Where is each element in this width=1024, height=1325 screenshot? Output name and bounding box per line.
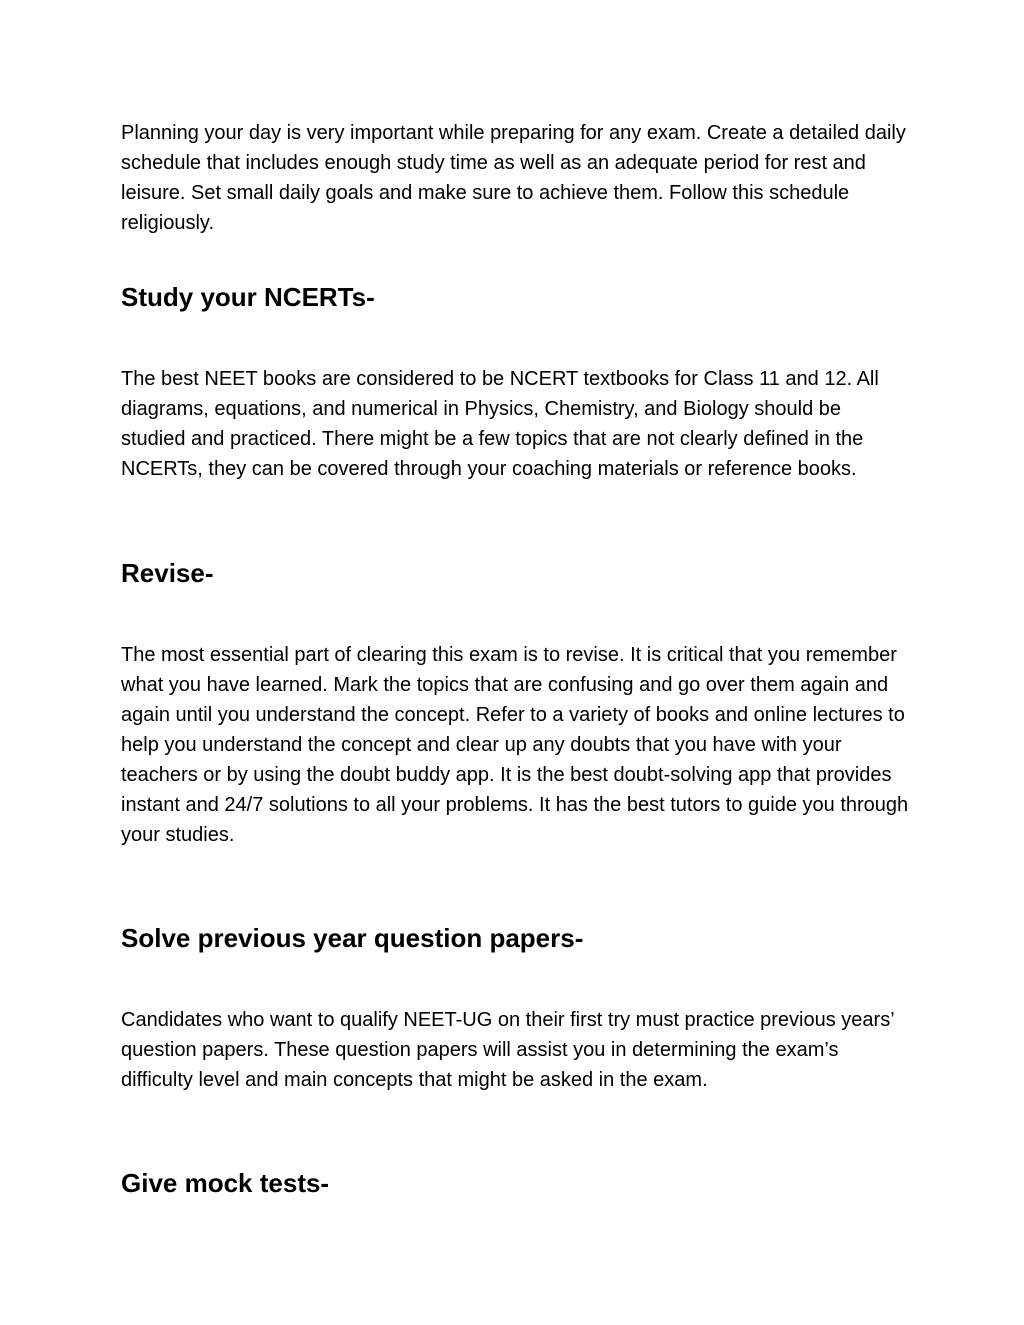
section-body-previous-papers: Candidates who want to qualify NEET-UG on their first try must practice previous years’ question papers. These question papers will assist you in determining the exam’s difficulty level and main concepts that might be asked in the exam. <box>121 1009 894 1091</box>
section-body-ncerts: The best NEET books are considered to be NCERT textbooks for Class 11 and 12. All diagrams, equations, and numerical in Physics, Chemistry, and Biology should be studied and practiced. There might be a few topics that are not clearly defined in the NCERTs, they can be covered through your coaching materials or reference books. <box>121 368 879 480</box>
section-heading-revise: Revise- <box>121 558 214 588</box>
section-heading-previous-papers: Solve previous year question papers- <box>121 923 584 953</box>
section-heading-mock-tests: Give mock tests- <box>121 1168 330 1198</box>
section-heading-ncerts: Study your NCERTs- <box>121 282 375 312</box>
section-body-revise: The most essential part of clearing this exam is to revise. It is critical that you remember what you have learned. Mark the topics that are confusing and go over them again and again until you understand the concept. Refer to a variety of books and online lectures to help you understand the concept and clear up any doubts that you have with your teachers or by using the doubt buddy app. It is the best doubt-solving app that provides instant and 24/7 solutions to all your problems. It has the best tutors to guide you through your studies. <box>121 644 909 846</box>
intro-paragraph: Planning your day is very important while preparing for any exam. Create a detailed daily schedule that includes enough study time as well as an adequate period for rest and leisure. Set small daily goals and make sure to achieve them. Follow this schedule religiously. <box>121 122 906 234</box>
